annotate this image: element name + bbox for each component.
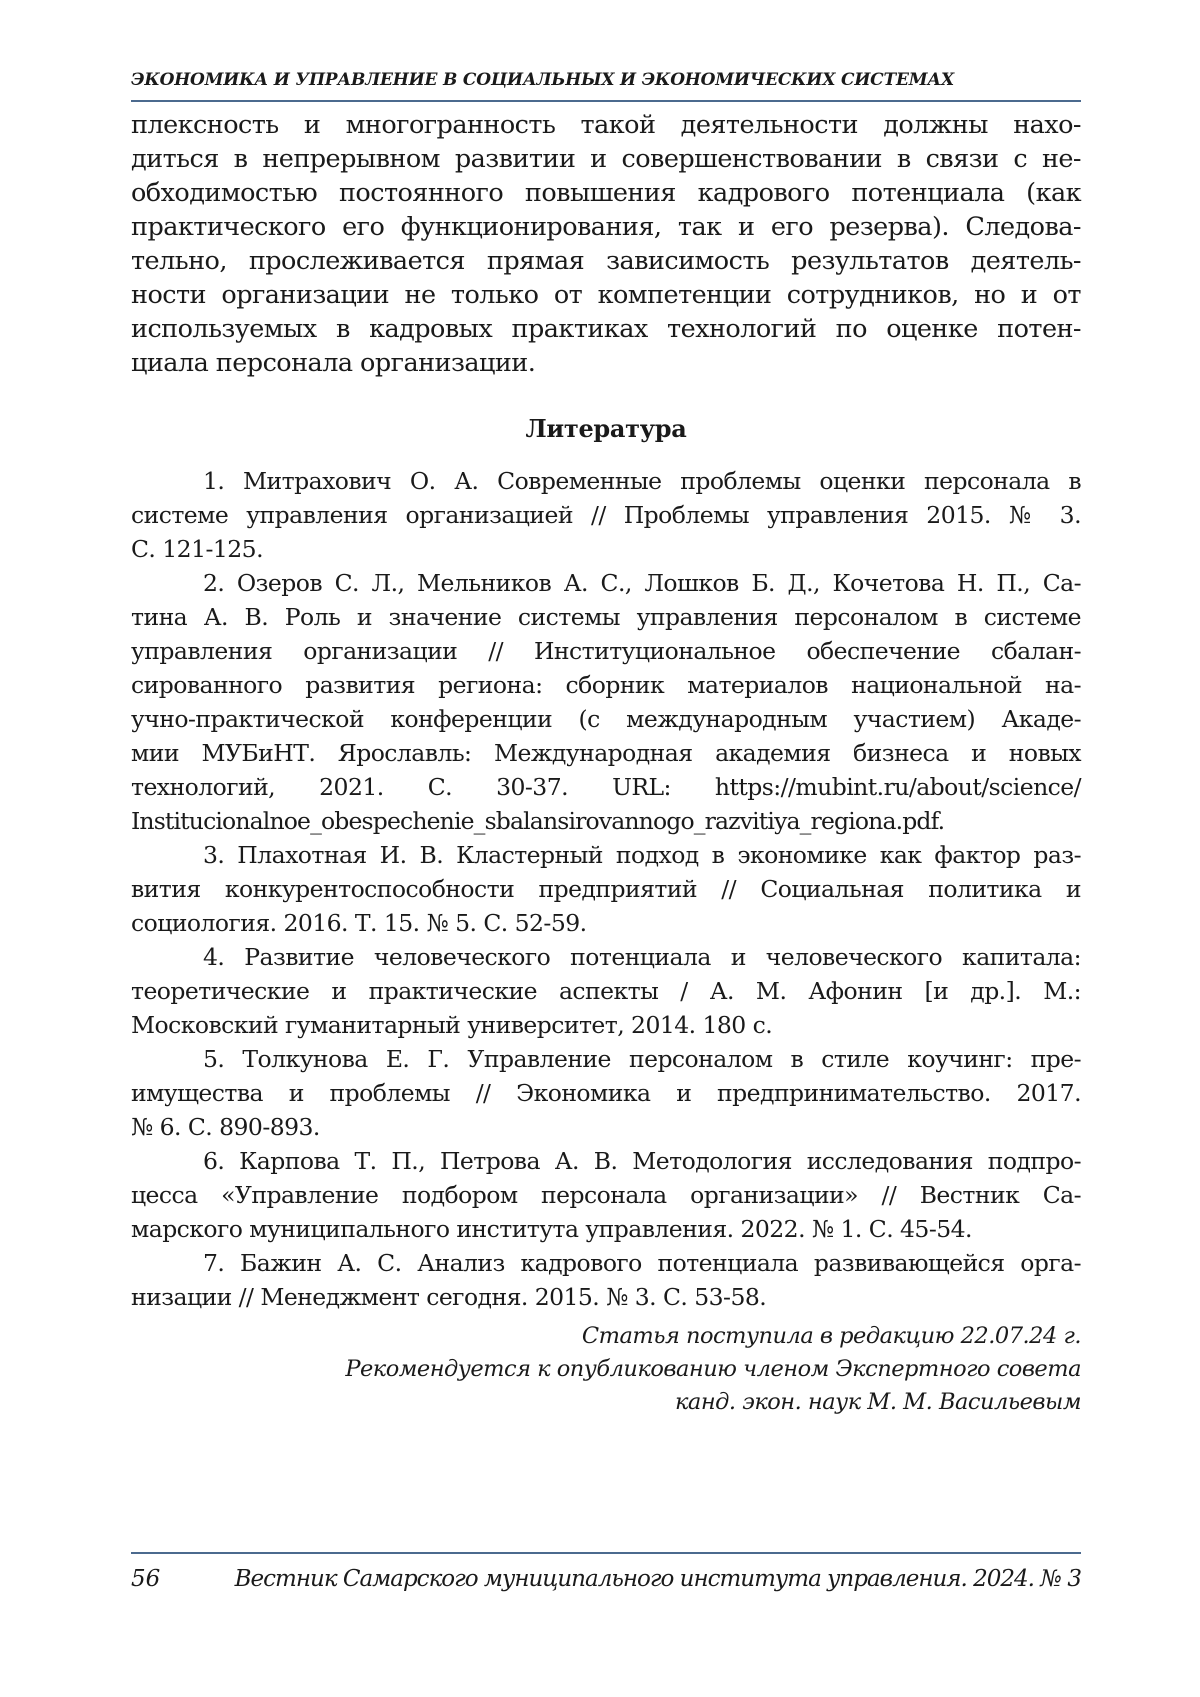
body-line: циала персонала организации. <box>131 348 536 378</box>
body-line: практического его функционирования, так и его резерва). Следова- <box>131 212 1081 242</box>
reference-line: 2. Озеров С. Л., Мельников А. С., Лошков Б. Д., Кочетова Н. П., Са- <box>203 569 1081 597</box>
reference-item <box>131 940 1081 1042</box>
reference-line: сированного развития региона: сборник материалов национальной на- <box>131 671 1081 699</box>
body-paragraph <box>131 108 1081 380</box>
reference-item <box>131 838 1081 940</box>
reference-line: социология. 2016. Т. 15. № 5. С. 52-59. <box>131 909 587 937</box>
body-line: плексность и многогранность такой деятельности должны нахо- <box>131 110 1081 140</box>
reference-item <box>131 566 1081 838</box>
reference-url-line: Institucionalnoe_obespechenie_sbalansirovannogo_razvitiya_regiona.pdf. <box>131 807 945 835</box>
reference-line: 6. Карпова Т. П., Петрова А. В. Методология исследования подпро- <box>203 1147 1081 1175</box>
recommendation-line: Рекомендуется к опубликованию членом Экспертного совета <box>345 1356 1081 1382</box>
reference-line: теоретические и практические аспекты / А. М. Афонин [и др.]. М.: <box>131 977 1081 1005</box>
body-line: ности организации не только от компетенции сотрудников, но и от <box>131 280 1081 310</box>
footer-rule <box>131 1552 1081 1554</box>
reviewer-line: канд. экон. наук М. М. Васильевым <box>674 1389 1081 1415</box>
body-line: обходимостью постоянного повышения кадрового потенциала (как <box>131 178 1081 208</box>
submission-date: Статья поступила в редакцию 22.07.24 г. <box>581 1323 1081 1349</box>
reference-item <box>131 1144 1081 1246</box>
reference-line: вития конкурентоспособности предприятий // Социальная политика и <box>131 875 1081 903</box>
reference-line: Московский гуманитарный университет, 2014. 180 с. <box>131 1011 773 1039</box>
reference-line: мии МУБиНТ. Ярославль: Международная академия бизнеса и новых <box>131 739 1081 767</box>
submission-note <box>131 1320 1081 1419</box>
reference-item <box>131 1246 1081 1314</box>
reference-list <box>131 464 1081 1314</box>
reference-line: учно-практической конференции (с международным участием) Акаде- <box>131 705 1081 733</box>
literature-heading: Литература <box>525 414 687 443</box>
journal-name: Вестник Самарского муниципального института управления. 2024. № 3 <box>234 1566 1081 1592</box>
reference-item <box>131 1042 1081 1144</box>
reference-line: № 6. С. 890-893. <box>131 1113 320 1141</box>
reference-line: С. 121-125. <box>131 535 263 563</box>
page-number: 56 <box>131 1566 161 1592</box>
reference-line: 1. Митрахович О. А. Современные проблемы оценки персонала в <box>203 467 1081 495</box>
reference-line: 4. Развитие человеческого потенциала и человеческого капитала: <box>203 943 1081 971</box>
reference-line: системе управления организацией // Проблемы управления 2015. № 3. <box>131 501 1081 529</box>
running-head: ЭКОНОМИКА И УПРАВЛЕНИЕ В СОЦИАЛЬНЫХ И ЭКОНОМИЧЕСКИХ СИСТЕМАХ <box>131 70 954 90</box>
reference-line: 5. Толкунова Е. Г. Управление персоналом в стиле коучинг: пре- <box>203 1045 1081 1073</box>
reference-item <box>131 464 1081 566</box>
body-line: тельно, прослеживается прямая зависимость результатов деятель- <box>131 246 1081 276</box>
reference-line: марского муниципального института управления. 2022. № 1. С. 45-54. <box>131 1215 972 1243</box>
reference-line: цесса «Управление подбором персонала организации» // Вестник Са- <box>131 1181 1081 1209</box>
body-line: используемых в кадровых практиках технологий по оценке потен- <box>131 314 1081 344</box>
reference-line: тина А. В. Роль и значение системы управления персоналом в системе <box>131 603 1081 631</box>
reference-line: технологий, 2021. С. 30-37. URL: https://mubint.ru/about/science/ <box>131 773 1081 801</box>
reference-line: имущества и проблемы // Экономика и предпринимательство. 2017. <box>131 1079 1081 1107</box>
reference-line: 3. Плахотная И. В. Кластерный подход в экономике как фактор раз- <box>203 841 1081 869</box>
body-line: диться в непрерывном развитии и совершенствовании в связи с не- <box>131 144 1081 174</box>
reference-line: управления организации // Институциональное обеспечение сбалан- <box>131 637 1081 665</box>
reference-line: 7. Бажин А. С. Анализ кадрового потенциала развивающейся орга- <box>203 1249 1081 1277</box>
reference-line: низации // Менеджмент сегодня. 2015. № 3. С. 53-58. <box>131 1283 767 1311</box>
header-rule <box>131 100 1081 102</box>
